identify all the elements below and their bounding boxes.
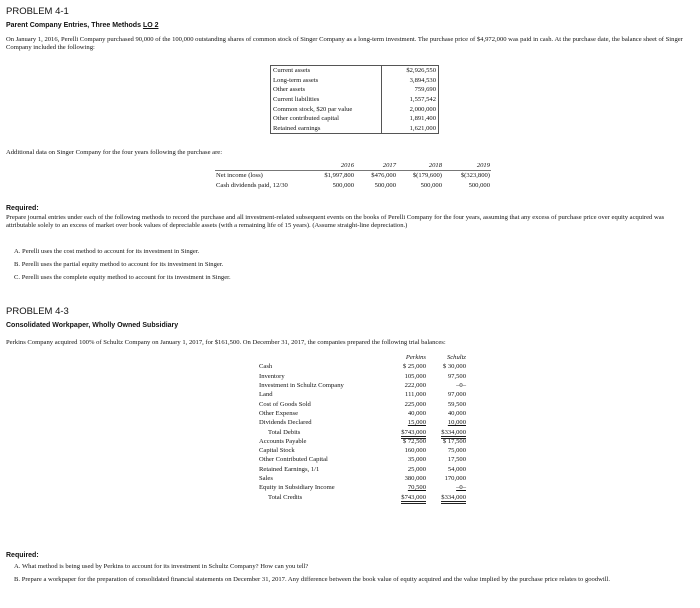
trial-balance-label: Other Contributed Capital [259, 456, 328, 464]
schultz-amount: 59,500 [447, 400, 466, 408]
year-header: 2016 [340, 162, 354, 170]
schultz-value [427, 362, 467, 371]
problem-4-3-title: PROBLEM 4-3 [6, 306, 69, 317]
perkins-value [387, 474, 427, 483]
perkins-value [387, 399, 427, 408]
perkins-value [387, 455, 427, 464]
schultz-value [427, 455, 467, 464]
trial-balance-label: Dividends Declared [259, 419, 312, 427]
trial-balance-row [258, 409, 467, 418]
net-income-label: Net income (loss) [216, 172, 263, 180]
schultz-amount: 75,000 [447, 447, 466, 455]
balance-sheet-label: Current liabilities [271, 95, 382, 105]
schultz-value [427, 483, 467, 492]
schultz-amount: 10,000 [447, 419, 466, 427]
trial-balance-header-blank [258, 353, 387, 362]
schultz-value [427, 465, 467, 474]
balance-sheet-row [271, 66, 439, 76]
balance-sheet-row [271, 85, 439, 95]
schultz-value [427, 427, 467, 436]
schultz-value [427, 390, 467, 399]
perkins-value [387, 381, 427, 390]
schultz-amount: 54,000 [447, 465, 466, 473]
perkins-amount: 160,000 [404, 447, 426, 455]
balance-sheet-label: Common stock, $20 par value [271, 104, 382, 114]
schultz-value [427, 381, 467, 390]
balance-sheet-value: $2,926,550 [382, 66, 439, 76]
trial-balance-label: Cost of Goods Sold [259, 400, 311, 408]
problem-4-1-intro: On January 1, 2016, Perelli Company purchased 90,000 of the 100,000 outstanding shares of common stock of Singer Company as a long-term investment. The purchase price of $4,972,000 was paid in cash. At the purchase date, the balance sheet of Singer Company included the following: [6, 36, 683, 52]
trial-balance-row [258, 418, 467, 427]
schultz-amount: $334,000 [441, 429, 466, 439]
problem-4-3-subtitle: Consolidated Workpaper, Wholly Owned Subsidiary [6, 322, 179, 329]
problem-4-1-required-text: Prepare journal entries under each of the following methods to record the purchase and all investment-related subsequent events on the books of Perelli Company for the four years, assuming that any excess of purchase price over equity acquired was attributable solely to an excess of market over book values of depreciable assets (with a remaining life of 15 years). (Assume straight-line depreciation.) [6, 214, 665, 230]
net-income-row [215, 171, 491, 181]
schultz-amount: 17,500 [447, 456, 466, 464]
perkins-value [387, 427, 427, 436]
net-income-value: $(323,800) [460, 172, 490, 180]
trial-balance-row [258, 492, 467, 501]
year-header-row [215, 161, 491, 171]
schultz-amount: $334,000 [441, 494, 466, 504]
perkins-header: Perkins [405, 354, 426, 362]
perkins-amount: 380,000 [404, 475, 426, 482]
balance-sheet-value: 1,621,000 [382, 124, 439, 134]
perkins-amount: $ 72,500 [402, 437, 426, 445]
trial-balance-row [258, 381, 467, 390]
trial-balance-table [258, 353, 467, 502]
trial-balance-row [258, 474, 467, 483]
schultz-value [427, 492, 467, 501]
dividends-value: 500,000 [332, 181, 354, 189]
trial-balance-label: Inventory [259, 372, 285, 380]
schultz-header: Schultz [446, 354, 466, 362]
schultz-value [427, 474, 467, 483]
trial-balance-row [258, 437, 467, 446]
perkins-value [387, 390, 427, 399]
dividends-value: 500,000 [374, 181, 396, 189]
problem-4-3-required-label: Required: [6, 552, 39, 559]
balance-sheet-row [271, 76, 439, 86]
trial-balance-label: Land [259, 391, 273, 399]
schultz-amount: 97,500 [447, 372, 466, 380]
trial-balance-row [258, 427, 467, 436]
balance-sheet-label: Other assets [271, 85, 382, 95]
dividends-row [215, 181, 491, 190]
four-year-data-table [215, 161, 491, 190]
balance-sheet-label: Retained earnings [271, 124, 382, 134]
balance-sheet-value: 2,000,000 [382, 104, 439, 114]
dividends-value: 500,000 [420, 181, 442, 189]
balance-sheet-value: 759,690 [382, 85, 439, 95]
schultz-value [427, 399, 467, 408]
required-item-b: B. Perelli uses the partial equity method to account for its investment in Singer. [14, 261, 224, 268]
schultz-amount: $ 30,000 [442, 363, 466, 371]
perkins-amount: 25,000 [407, 465, 426, 473]
perkins-amount: 225,000 [404, 400, 426, 408]
perkins-value [387, 409, 427, 418]
balance-sheet-value: 1,557,542 [382, 95, 439, 105]
net-income-value: $(179,600) [412, 172, 442, 180]
trial-balance-row [258, 446, 467, 455]
perkins-amount: 222,000 [404, 382, 426, 390]
perkins-amount: 15,000 [407, 419, 426, 427]
trial-balance-header-row [258, 353, 467, 362]
trial-balance-label: Sales [259, 475, 273, 482]
trial-balance-label: Retained Earnings, 1/1 [259, 465, 320, 473]
perkins-value [387, 483, 427, 492]
trial-balance-label: Investment in Schultz Company [259, 382, 344, 390]
schultz-value [427, 409, 467, 418]
balance-sheet-label: Long-term assets [271, 76, 382, 86]
trial-balance-row [258, 399, 467, 408]
trial-balance-label: Accounts Payable [259, 437, 307, 445]
dividends-label: Cash dividends paid, 12/30 [216, 181, 288, 189]
perkins-value [387, 437, 427, 446]
balance-sheet-value: 1,891,400 [382, 114, 439, 124]
schultz-amount: 97,000 [447, 391, 466, 399]
year-header: 2017 [382, 162, 396, 170]
trial-balance-label: Total Debits [268, 428, 301, 436]
trial-balance-label: Other Expense [259, 409, 298, 417]
additional-data-text: Additional data on Singer Company for the four years following the purchase are: [6, 149, 223, 156]
problem-4-3-intro: Perkins Company acquired 100% of Schultz Company on January 1, 2017, for $161,500. On December 31, 2017, the companies prepared the following trial balances: [6, 339, 446, 346]
singer-balance-sheet [270, 65, 439, 134]
problem-4-1-title: PROBLEM 4-1 [6, 6, 69, 17]
trial-balance-label: Equity in Subsidiary Income [259, 484, 335, 492]
trial-balance-row [258, 455, 467, 464]
perkins-value [387, 372, 427, 381]
perkins-value [387, 492, 427, 501]
schultz-value [427, 418, 467, 427]
balance-sheet-row [271, 95, 439, 105]
year-header: 2018 [428, 162, 442, 170]
perkins-value [387, 362, 427, 371]
trial-balance-label: Cash [259, 363, 273, 371]
trial-balance-row [258, 390, 467, 399]
year-header-blank [215, 161, 309, 171]
trial-balance-row [258, 362, 467, 371]
perkins-amount: 40,000 [407, 409, 426, 417]
trial-balance-row [258, 465, 467, 474]
balance-sheet-label: Other contributed capital [271, 114, 382, 124]
perkins-amount: $743,000 [401, 429, 426, 439]
problem-4-1-subtitle-text: Parent Company Entries, Three Methods [6, 22, 141, 29]
perkins-value [387, 465, 427, 474]
perkins-amount: $ 25,000 [402, 363, 426, 371]
learning-objective-link[interactable]: LO 2 [142, 22, 159, 29]
trial-balance-row [258, 372, 467, 381]
balance-sheet-row [271, 114, 439, 124]
perkins-value [387, 446, 427, 455]
trial-balance-label: Total Credits [268, 493, 303, 501]
schultz-value [427, 437, 467, 446]
balance-sheet-value: 3,894,530 [382, 76, 439, 86]
perkins-amount: 35,000 [407, 456, 426, 464]
dividends-value: 500,000 [468, 181, 490, 189]
perkins-amount: 111,000 [405, 391, 426, 399]
net-income-value: $476,000 [371, 172, 396, 180]
balance-sheet-label: Current assets [271, 66, 382, 76]
schultz-value [427, 372, 467, 381]
schultz-amount: –0– [456, 382, 466, 390]
schultz-amount: 40,000 [447, 409, 466, 417]
problem-4-3-item-b: B. Prepare a workpaper for the preparation of consolidated financial statements on December 31, 2017. Any difference between the book value of equity acquired and the value implied by the purchase price relates to goodwill. [14, 576, 611, 583]
balance-sheet-row [271, 124, 439, 134]
schultz-amount: –0– [456, 484, 466, 492]
trial-balance-label: Capital Stock [259, 447, 295, 455]
schultz-amount: $ 17,500 [442, 437, 466, 445]
net-income-value: $1,997,800 [324, 172, 354, 180]
perkins-amount: 105,000 [404, 372, 426, 380]
required-item-a: A. Perelli uses the cost method to account for its investment in Singer. [14, 248, 200, 255]
schultz-value [427, 446, 467, 455]
required-item-c: C. Perelli uses the complete equity method to account for its investment in Singer. [14, 274, 231, 281]
perkins-amount: 70,500 [407, 484, 426, 492]
perkins-value [387, 418, 427, 427]
perkins-amount: $743,000 [401, 494, 426, 504]
balance-sheet-row [271, 104, 439, 114]
problem-4-1-required-label: Required: [6, 205, 39, 212]
schultz-amount: 170,000 [444, 475, 466, 482]
year-header: 2019 [476, 162, 490, 170]
problem-4-3-item-a: A. What method is being used by Perkins to account for its investment in Schultz Company? How can you tell? [14, 563, 309, 570]
trial-balance-row [258, 483, 467, 492]
problem-4-1-subtitle [6, 22, 159, 29]
